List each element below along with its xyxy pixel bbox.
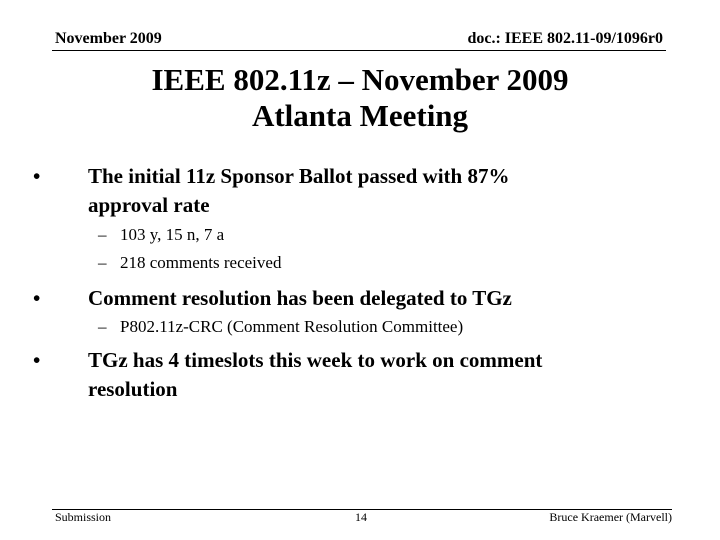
- bullet-1-sub-1-text: 103 y, 15 n, 7 a: [120, 225, 225, 244]
- slide-title-line-2: Atlanta Meeting: [251, 98, 469, 133]
- bullet-1-sub-2-text: 218 comments received: [120, 253, 282, 272]
- bullet-marker: •: [33, 164, 41, 188]
- bullet-marker: •: [33, 348, 41, 372]
- bullet-1-line-2: approval rate: [88, 193, 210, 217]
- bullet-2-line-1: Comment resolution has been delegated to TGz: [88, 286, 512, 310]
- bullet-2-sub-1-text: P802.11z-CRC (Comment Resolution Committee): [120, 317, 464, 336]
- slide-title-line-1: IEEE 802.11z – November 2009: [151, 62, 569, 97]
- bullet-marker: •: [33, 286, 41, 310]
- dash-marker: –: [98, 317, 107, 336]
- bullet-3-line-2: resolution: [88, 377, 178, 401]
- slide-title: [0, 62, 720, 134]
- bullet-3-line-1: TGz has 4 timeslots this week to work on comment: [88, 348, 543, 372]
- dash-marker: –: [98, 225, 107, 244]
- footer-author: Bruce Kraemer (Marvell): [549, 510, 672, 524]
- footer-page-number: 14: [355, 510, 367, 524]
- header-rule: [52, 50, 666, 51]
- bullet-1-line-1: The initial 11z Sponsor Ballot passed with 87%: [88, 164, 510, 188]
- header-doc-id: doc.: IEEE 802.11-09/1096r0: [467, 30, 663, 47]
- footer-submission: Submission: [55, 510, 112, 524]
- header-date: November 2009: [55, 30, 162, 47]
- dash-marker: –: [98, 253, 107, 272]
